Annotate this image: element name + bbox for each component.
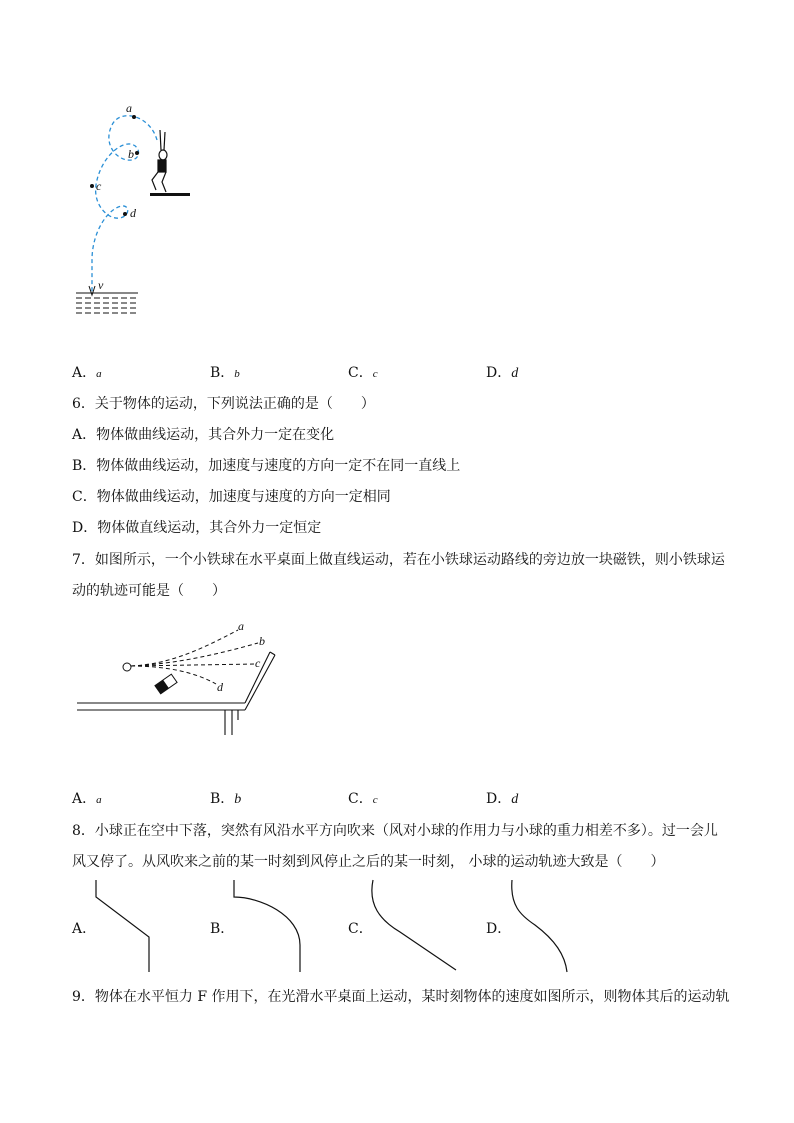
label-d: d: [130, 206, 136, 220]
q9-stem-line1: 9．物体在水平恒力 F 作用下，在光滑水平桌面上运动，某时刻物体的速度如图所示，则物体其后的运动轨: [72, 989, 730, 1005]
q7-option-b: B．b: [210, 791, 242, 807]
q7-option-a: A．a: [72, 791, 102, 807]
q8-trajectory-a: [96, 880, 149, 972]
fig7-label-d: d: [217, 680, 223, 694]
fig7-label-b: b: [259, 634, 265, 648]
label-c: c: [96, 179, 102, 193]
fig7-label-c: c: [255, 656, 261, 670]
q5-option-d: D．d: [486, 365, 519, 381]
q5-option-b: B．b: [210, 365, 240, 381]
label-b: b: [128, 147, 134, 161]
q7-option-d: D．d: [486, 791, 519, 807]
q8-stem-line2: 风又停了。从风吹来之前的某一时刻到风停止之后的某一时刻， 小球的运动轨迹大致是（ ）: [72, 854, 665, 870]
q7-option-c: C．c: [348, 791, 378, 807]
q8-trajectory-d: [512, 880, 567, 972]
q8-option-d-label: D．: [486, 921, 512, 937]
q8-option-c-label: C．: [348, 921, 373, 937]
q8-option-b-label: B．: [210, 921, 235, 937]
q8-trajectory-b: [234, 880, 300, 972]
q8-trajectory-c: [372, 880, 456, 970]
q6-stem: 6．关于物体的运动，下列说法正确的是（ ）: [72, 396, 375, 412]
q5-option-c: C．c: [348, 365, 378, 381]
q6-option-c: C．物体做曲线运动，加速度与速度的方向一定相同: [72, 489, 391, 505]
label-v: v: [98, 278, 104, 292]
q5-option-a: A．a: [72, 365, 102, 381]
q6-option-d: D．物体做直线运动，其合外力一定恒定: [72, 520, 322, 536]
q6-option-a: A．物体做曲线运动，其合外力一定在变化: [72, 427, 335, 443]
q8-stem-line1: 8．小球正在空中下落，突然有风沿水平方向吹来（风对小球的作用力与小球的重力相差不多）。过一会儿: [72, 823, 718, 839]
q7-stem-line1: 7．如图所示，一个小铁球在水平桌面上做直线运动，若在小铁球运动路线的旁边放一块磁铁，则小铁球运: [72, 552, 725, 568]
fig7-label-a: a: [238, 619, 244, 633]
q6-option-b: B．物体做曲线运动，加速度与速度的方向一定不在同一直线上: [72, 458, 461, 474]
label-a: a: [126, 101, 132, 115]
q7-stem-line2: 动的轨迹可能是（ ）: [72, 583, 226, 599]
q8-option-a-label: A．: [72, 921, 97, 937]
